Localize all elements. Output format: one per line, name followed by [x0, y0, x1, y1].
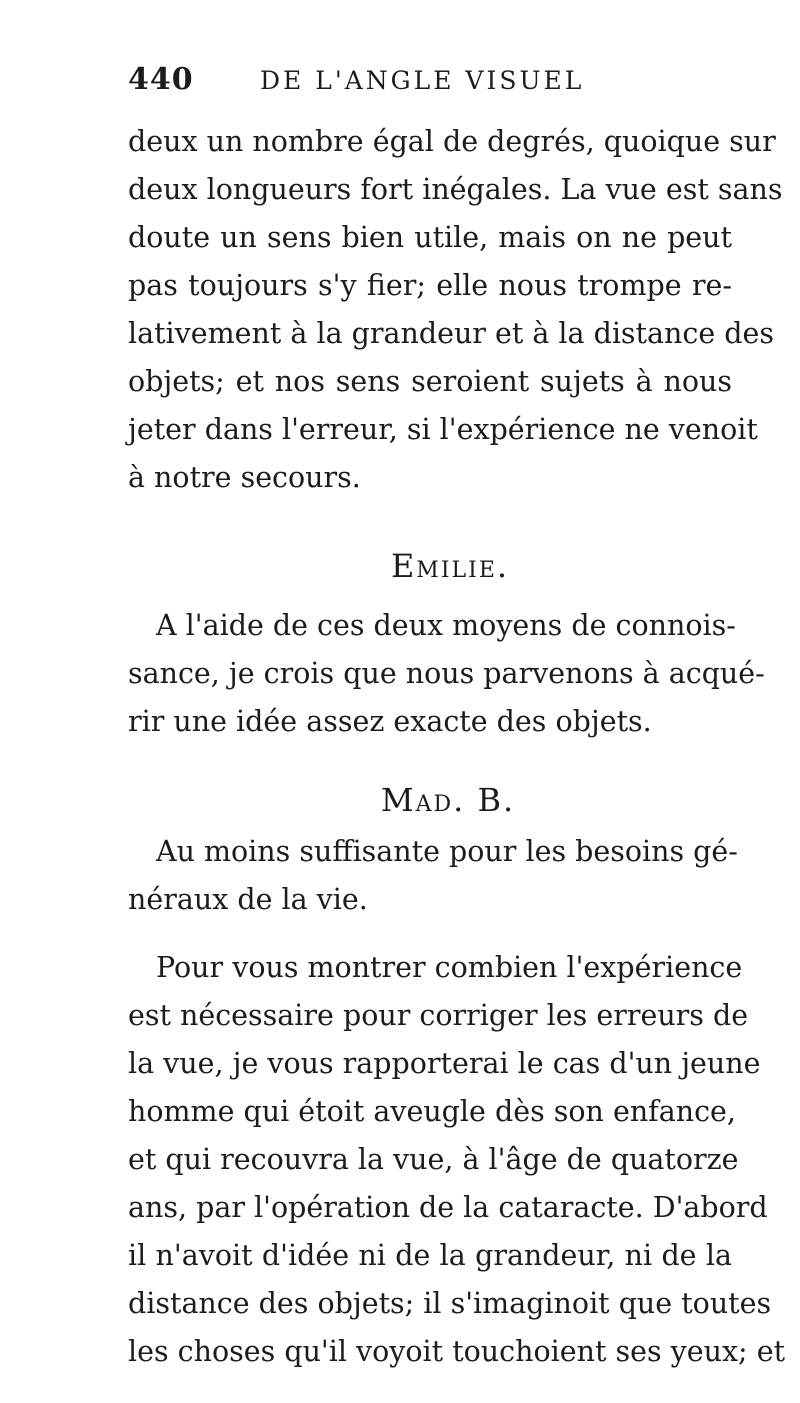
text-line: deux un nombre égal de degrés, quoique sur [128, 125, 776, 158]
text-line: jeter dans l'erreur, si l'expérience ne venoit [128, 413, 758, 446]
text-line: néraux de la vie. [128, 883, 368, 916]
text-line: pas toujours s'y fier; elle nous trompe re- [128, 269, 732, 302]
page-number: 440 [128, 62, 194, 97]
text-line: la vue, je vous rapporterai le cas d'un jeune [128, 1047, 761, 1080]
running-title: DE L'ANGLE VISUEL [260, 66, 585, 95]
text-line: Au moins suffisante pour les besoins gé- [156, 835, 738, 868]
text-line: objets; et nos sens seroient sujets à nous [128, 365, 732, 398]
text-line: doute un sens bien utile, mais on ne peut [128, 221, 732, 254]
text-line: sance, je crois que nous parvenons à acqué- [128, 657, 765, 690]
text-line: est nécessaire pour corriger les erreurs de [128, 999, 749, 1032]
speaker-name-mad-b: Mad. B. [380, 781, 516, 819]
speaker-name-emilie: Emilie. [390, 547, 510, 585]
text-line: A l'aide de ces deux moyens de connois- [156, 609, 736, 642]
paragraph-spacer [128, 924, 732, 944]
page-body [128, 118, 786, 1376]
text-line: à notre secours. [128, 461, 361, 494]
text-line: rir une idée assez exacte des objets. [128, 705, 652, 738]
text-line: deux longueurs fort inégales. La vue est sans [128, 173, 783, 206]
text-line: il n'avoit d'idée ni de la grandeur, ni de la [128, 1239, 732, 1272]
text-line: homme qui étoit aveugle dès son enfance, [128, 1095, 736, 1128]
paragraph-continued [128, 118, 783, 502]
paragraph-mad-b-explanation [128, 944, 786, 1376]
text-line: distance des objets; il s'imaginoit que toutes [128, 1287, 772, 1320]
text-line: ans, par l'opération de la cataracte. D'abord [128, 1191, 768, 1224]
paragraph-emilie [128, 602, 765, 746]
text-line: Pour vous montrer combien l'expérience [156, 951, 743, 984]
text-line: et qui recouvra la vue, à l'âge de quatorze [128, 1143, 739, 1176]
text-line: lativement à la grandeur et à la distance des [128, 317, 774, 350]
text-line: les choses qu'il voyoit touchoient ses yeux; et [128, 1335, 786, 1368]
page-header [128, 62, 748, 102]
paragraph-mad-b-reply [128, 828, 738, 924]
